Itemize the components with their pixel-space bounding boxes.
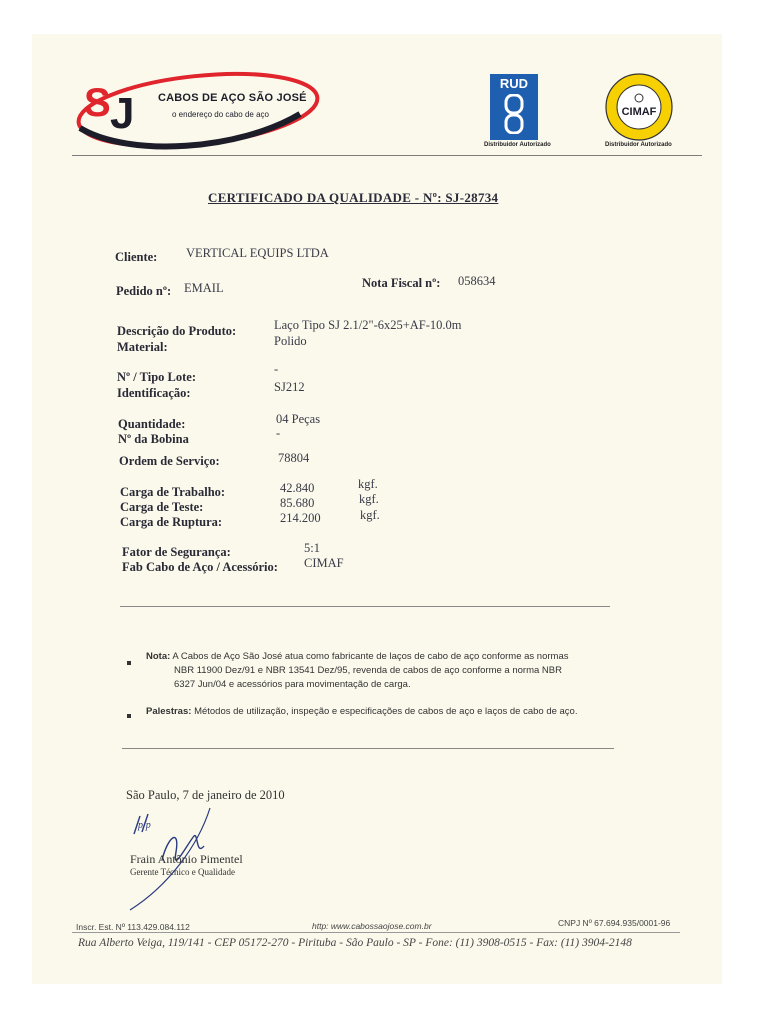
- material-label: Material:: [117, 340, 168, 354]
- company-address: Rua Alberto Veiga, 119/141 - CEP 05172-270 - Pirituba - São Paulo - SP - Fone: (11) 3908-0515 - Fax: (11) 3904-2148: [78, 937, 632, 949]
- cimaf-seal-icon: [604, 72, 674, 142]
- fab-label: Fab Cabo de Aço / Acessório:: [122, 560, 278, 574]
- descricao-label: Descrição do Produto:: [117, 324, 237, 338]
- carga-trabalho-value: 42.840: [280, 481, 315, 495]
- inscricao-estadual: Inscr. Est. Nº 113.429.084.112: [76, 922, 190, 932]
- nota-fiscal-value: 058634: [458, 274, 496, 288]
- fator-label: Fator de Segurança:: [122, 545, 231, 559]
- certificate-title: CERTIFICADO DA QUALIDADE - Nº: SJ-28734: [208, 190, 499, 205]
- website-link[interactable]: http: www.cabossaojose.com.br: [312, 921, 432, 931]
- tipo-lote-label: Nº / Tipo Lote:: [117, 370, 197, 384]
- nota-line-2: NBR 11900 Dez/91 e NBR 13541 Dez/95, revenda de cabos de aço conforme a norma NBR: [174, 665, 562, 676]
- cliente-label: Cliente:: [115, 250, 158, 264]
- palestras-block: [146, 705, 666, 719]
- nota-line-1: A Cabos de Aço São José atua como fabricante de laços de cabo de aço conforme as normas: [172, 651, 569, 662]
- section-divider: [120, 606, 610, 607]
- carga-teste-label: Carga de Teste:: [120, 500, 204, 514]
- carga-trabalho-unit: kgf.: [358, 477, 378, 491]
- brand-tagline: o endereço do cabo de aço: [172, 110, 269, 119]
- cimaf-logo-text: CIMAF: [621, 106, 657, 118]
- palestras-label: Palestras:: [146, 706, 192, 717]
- rud-caption: Distribuidor Autorizado: [484, 142, 551, 148]
- signatory-role: Gerente Técnico e Qualidade: [130, 867, 236, 877]
- quantidade-value: 04 Peças: [276, 412, 321, 426]
- bobina-label: Nº da Bobina: [118, 432, 189, 446]
- svg-text:S: S: [84, 81, 111, 125]
- descricao-value: Laço Tipo SJ 2.1/2"-6x25+AF-10.0m: [274, 318, 462, 332]
- material-value: Polido: [274, 334, 307, 348]
- bullet-icon: [127, 714, 131, 718]
- bobina-value: -: [276, 426, 281, 440]
- carga-ruptura-value: 214.200: [280, 511, 321, 525]
- svg-text:J: J: [110, 89, 135, 138]
- fab-value: CIMAF: [304, 556, 344, 570]
- footer-divider: [72, 932, 680, 933]
- nota-fiscal-label: Nota Fiscal nº:: [362, 276, 441, 290]
- cimaf-caption: Distribuidor Autorizado: [605, 142, 672, 148]
- ordem-label: Ordem de Serviço:: [119, 454, 220, 468]
- rud-logo: [490, 74, 538, 140]
- cliente-value: VERTICAL EQUIPS LTDA: [186, 246, 329, 260]
- nota-line-3: 6327 Jun/04 e acessórios para movimentação de carga.: [174, 679, 411, 690]
- pedido-value: EMAIL: [184, 281, 224, 295]
- carga-trabalho-label: Carga de Trabalho:: [120, 485, 226, 499]
- ordem-value: 78804: [278, 451, 310, 465]
- issue-date: São Paulo, 7 de janeiro de 2010: [126, 788, 285, 802]
- pedido-label: Pedido nº:: [116, 284, 172, 298]
- tipo-lote-value: -: [274, 362, 279, 376]
- carga-teste-value: 85.680: [280, 496, 315, 510]
- quantidade-label: Quantidade:: [118, 417, 186, 431]
- rud-logo-text: RUD: [499, 76, 529, 91]
- carga-ruptura-unit: kgf.: [360, 508, 380, 522]
- signature-initials: p/p: [138, 820, 151, 831]
- signatory-name: Frain Antônio Pimentel: [130, 852, 243, 866]
- notes-divider: [122, 748, 614, 749]
- palestras-text: Métodos de utilização, inspeção e especificações de cabos de aço e laços de cabo de aço.: [194, 706, 578, 717]
- cnpj: CNPJ Nº 67.694.935/0001-96: [558, 918, 671, 928]
- identificacao-value: SJ212: [274, 380, 305, 394]
- identificacao-label: Identificação:: [117, 386, 191, 400]
- nota-block: [146, 650, 646, 692]
- brand-name: CABOS DE AÇO SÃO JOSÉ: [158, 92, 307, 104]
- carga-teste-unit: kgf.: [359, 492, 379, 506]
- nota-label: Nota:: [146, 651, 171, 662]
- fator-value: 5:1: [304, 541, 320, 555]
- carga-ruptura-label: Carga de Ruptura:: [120, 515, 223, 529]
- chain-icon: [502, 94, 526, 134]
- bullet-icon: [127, 661, 131, 665]
- header-divider: [72, 155, 702, 156]
